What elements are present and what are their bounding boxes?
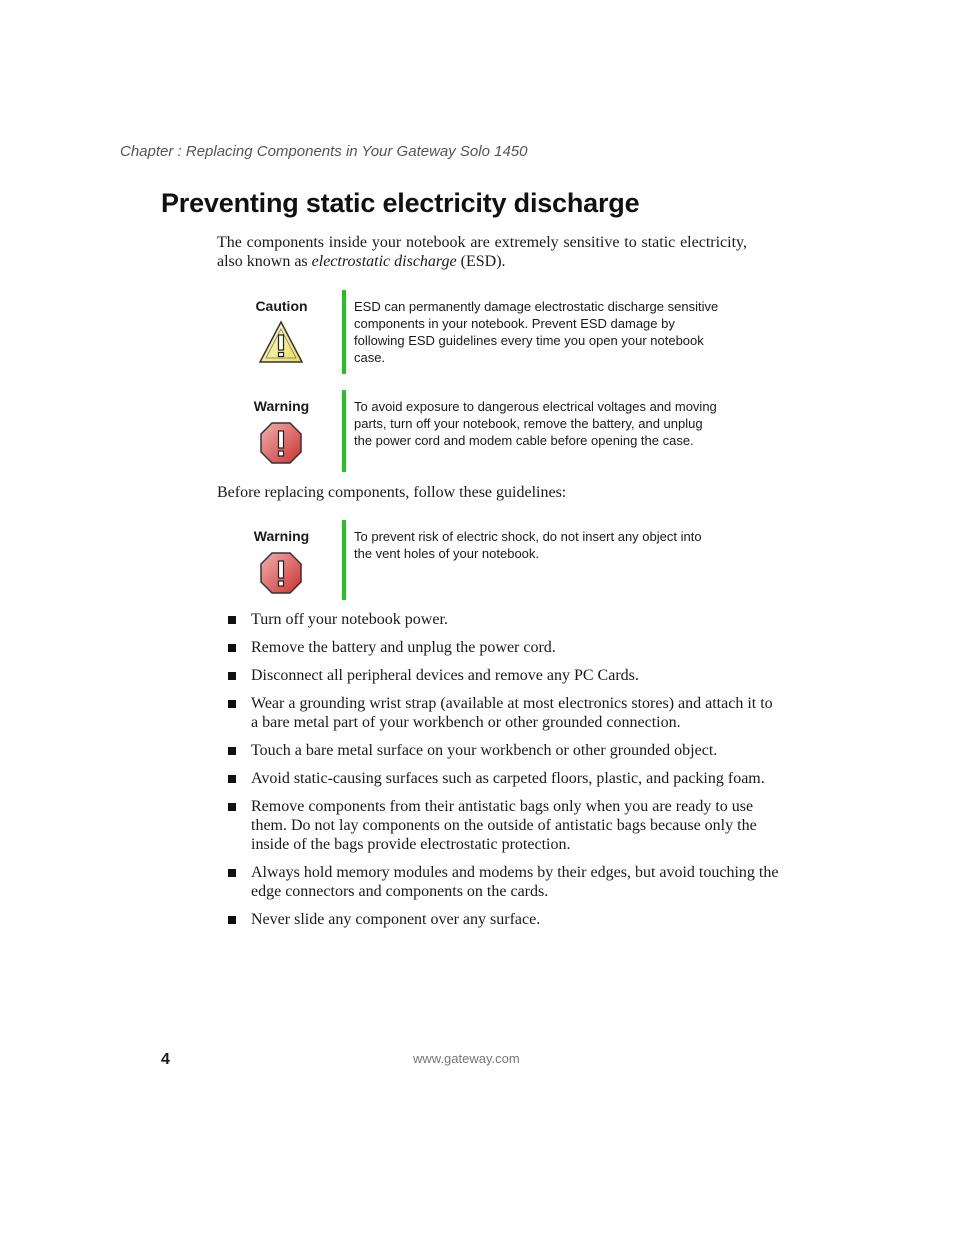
- list-item: [228, 638, 783, 657]
- bullet-square-icon: [228, 747, 236, 755]
- guidelines-intro: Before replacing components, follow these guidelines:: [217, 484, 567, 501]
- bullet-square-icon: [228, 616, 236, 624]
- list-item: [228, 666, 783, 685]
- notice-label: Warning: [253, 528, 310, 544]
- list-item: [228, 694, 783, 732]
- bullet-square-icon: [228, 700, 236, 708]
- bullet-square-icon: [228, 644, 236, 652]
- list-item: [228, 741, 783, 760]
- bullet-square-icon: [228, 916, 236, 924]
- bullet-square-icon: [228, 869, 236, 877]
- list-item: [228, 797, 783, 854]
- warning-octagon-icon: [258, 550, 304, 596]
- footer-url[interactable]: www.gateway.com: [413, 1051, 520, 1066]
- list-item-text: Touch a bare metal surface on your workbench or other grounded object.: [251, 742, 718, 759]
- notice-bar: [342, 520, 346, 600]
- intro-text: The components inside your notebook are extremely sensitive to static electricity, also known as: [217, 234, 747, 270]
- notice-label: Warning: [253, 398, 310, 414]
- list-item-text: Never slide any component over any surface.: [251, 911, 541, 928]
- list-item-text: Remove components from their antistatic bags only when you are ready to use them. Do not lay components on the outside of antistatic bags because only the inside of the bags provide electrostatic protection.: [251, 798, 757, 853]
- list-item-text: Always hold memory modules and modems by their edges, but avoid touching the edge connectors and components on the cards.: [251, 864, 779, 900]
- intro-text-end: (ESD).: [456, 253, 506, 270]
- caution-notice: [230, 290, 730, 374]
- list-item-text: Avoid static-causing surfaces such as carpeted floors, plastic, and packing foam.: [251, 770, 765, 787]
- notice-bar: [342, 290, 346, 374]
- warning-notice: [230, 520, 730, 600]
- page-title: Preventing static electricity discharge: [161, 188, 640, 218]
- list-item-text: Remove the battery and unplug the power cord.: [251, 639, 556, 656]
- list-item-text: Disconnect all peripheral devices and remove any PC Cards.: [251, 667, 639, 684]
- notice-text: To prevent risk of electric shock, do not insert any object into the vent holes of your notebook.: [354, 529, 702, 561]
- list-item: [228, 863, 783, 901]
- list-item: [228, 610, 783, 629]
- guidelines-list: [228, 610, 783, 938]
- bullet-square-icon: [228, 803, 236, 811]
- chapter-header: Chapter : Replacing Components in Your Gateway Solo 1450: [120, 143, 528, 160]
- intro-term: electrostatic discharge: [311, 253, 457, 270]
- caution-triangle-icon: [258, 320, 304, 366]
- page-number: 4: [161, 1051, 170, 1068]
- list-item-text: Wear a grounding wrist strap (available at most electronics stores) and attach it to a bare metal part of your workbench or other grounded connection.: [251, 695, 773, 731]
- bullet-square-icon: [228, 672, 236, 680]
- notice-text: To avoid exposure to dangerous electrical voltages and moving parts, turn off your notebook, remove the battery, and unplug the power cord and modem cable before opening the case.: [354, 399, 717, 448]
- bullet-square-icon: [228, 775, 236, 783]
- warning-notice: [230, 390, 730, 472]
- list-item: [228, 910, 783, 929]
- notice-text: ESD can permanently damage electrostatic discharge sensitive components in your notebook. Prevent ESD damage by following ESD guidelines every time you open your notebook case.: [354, 299, 719, 365]
- warning-octagon-icon: [258, 420, 304, 466]
- intro-paragraph: [217, 233, 747, 271]
- notice-bar: [342, 390, 346, 472]
- notice-label: Caution: [255, 298, 308, 314]
- list-item: [228, 769, 783, 788]
- list-item-text: Turn off your notebook power.: [251, 611, 448, 628]
